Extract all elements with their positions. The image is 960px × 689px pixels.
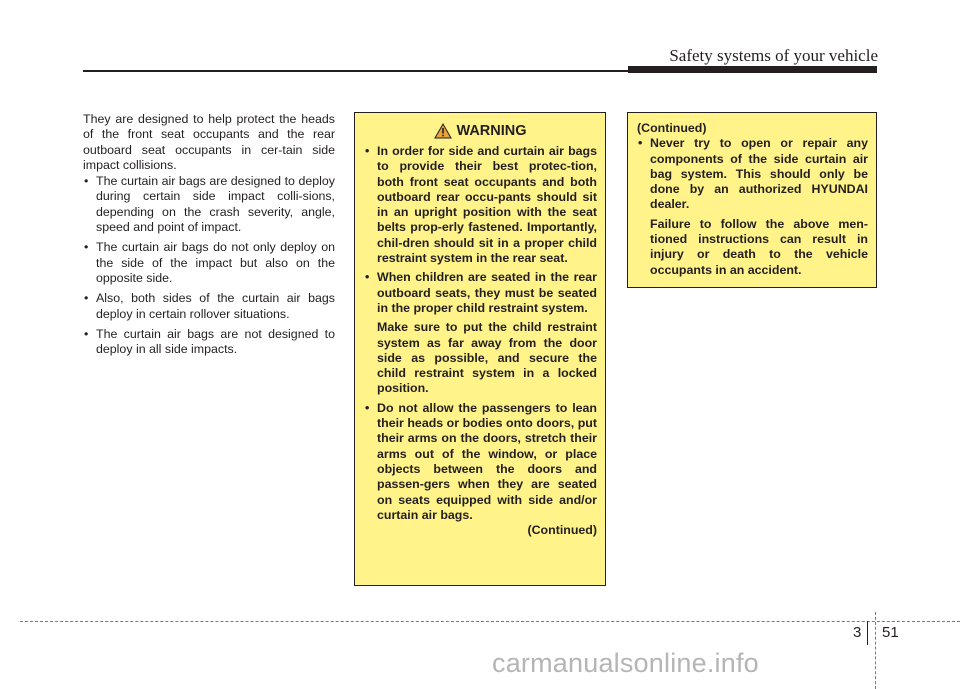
watermark: carmanualsonline.info — [492, 648, 759, 678]
left-column — [83, 112, 335, 362]
continued-top-label: (Continued) — [637, 121, 707, 135]
list-item — [364, 401, 597, 539]
header-bar — [628, 66, 877, 73]
warning-bullet-text: When children are seated in the rear outboard seats, they must be seated in the proper child restraint system. — [377, 270, 597, 315]
list-item — [364, 270, 597, 396]
list-item: • Also, both sides of the curtain air bags deploy in certain rollover situations. — [83, 291, 335, 322]
page-header-title: Safety systems of your vehicle — [669, 46, 878, 65]
page-number: 51 — [882, 624, 899, 641]
header-rule — [83, 70, 628, 72]
list-item — [364, 144, 597, 266]
warning-text — [364, 144, 597, 538]
warning-heading-label: WARNING — [456, 123, 527, 139]
warning-triangle-icon — [434, 123, 452, 139]
continued-bullet-text: Never try to open or repair any components of the side curtain air bag system. This should only be done by an authorized HYUNDAI dealer. — [650, 136, 868, 212]
footer-divider — [875, 612, 876, 689]
warning-bullet-extra: Make sure to put the child restraint system as far away from the door side as possible, and secure the child restraint system in a locked position. — [377, 320, 597, 396]
bullet-list — [83, 174, 335, 357]
footer-rule — [20, 621, 960, 622]
continued-bullet-extra: Failure to follow the above men-tioned instructions can result in injury or death to the vehicle occupants in an accident. — [650, 216, 868, 277]
list-item: • The curtain air bags do not only deploy on the side of the impact but also on the opposite side. — [83, 240, 335, 286]
warning-bullet-text: Do not allow the passengers to lean their heads or bodies onto doors, put their arms on the doors, stretch their arms out of the window, or place objects between the doors and passen-gers when they are seated on seats equipped with side and/or curtain air bags. — [377, 400, 597, 522]
list-item: • The curtain air bags are not designed to deploy in all side impacts. — [83, 327, 335, 358]
warning-box — [354, 112, 606, 586]
warning-bullet-text: In order for side and curtain air bags to provide their best protec-tion, both front seat occupants and both outboard rear occu-pants should sit in an upright position with the seat belts prop-erly fastened. Importantly, chil-dren should sit in a proper child restraint system in the rear seat. — [377, 144, 597, 266]
warning-heading — [364, 123, 597, 139]
continued-bullet-list — [637, 136, 868, 278]
continued-warning-box — [627, 112, 877, 288]
chapter-number: 3 — [853, 624, 862, 641]
intro-paragraph: They are designed to help protect the heads of the front seat occupants and the rear outboard seat occupants in cer-tain side impact collisions. — [83, 112, 335, 172]
warning-bullet-list — [364, 144, 597, 538]
list-item — [637, 136, 868, 278]
list-item: • The curtain air bags are designed to deploy during certain side impact colli-sions, depending on the crash severity, angle, speed and point of impact. — [83, 174, 335, 235]
continued-label: (Continued) — [527, 523, 597, 538]
continued-text — [637, 121, 868, 278]
page-number-separator — [867, 621, 868, 645]
